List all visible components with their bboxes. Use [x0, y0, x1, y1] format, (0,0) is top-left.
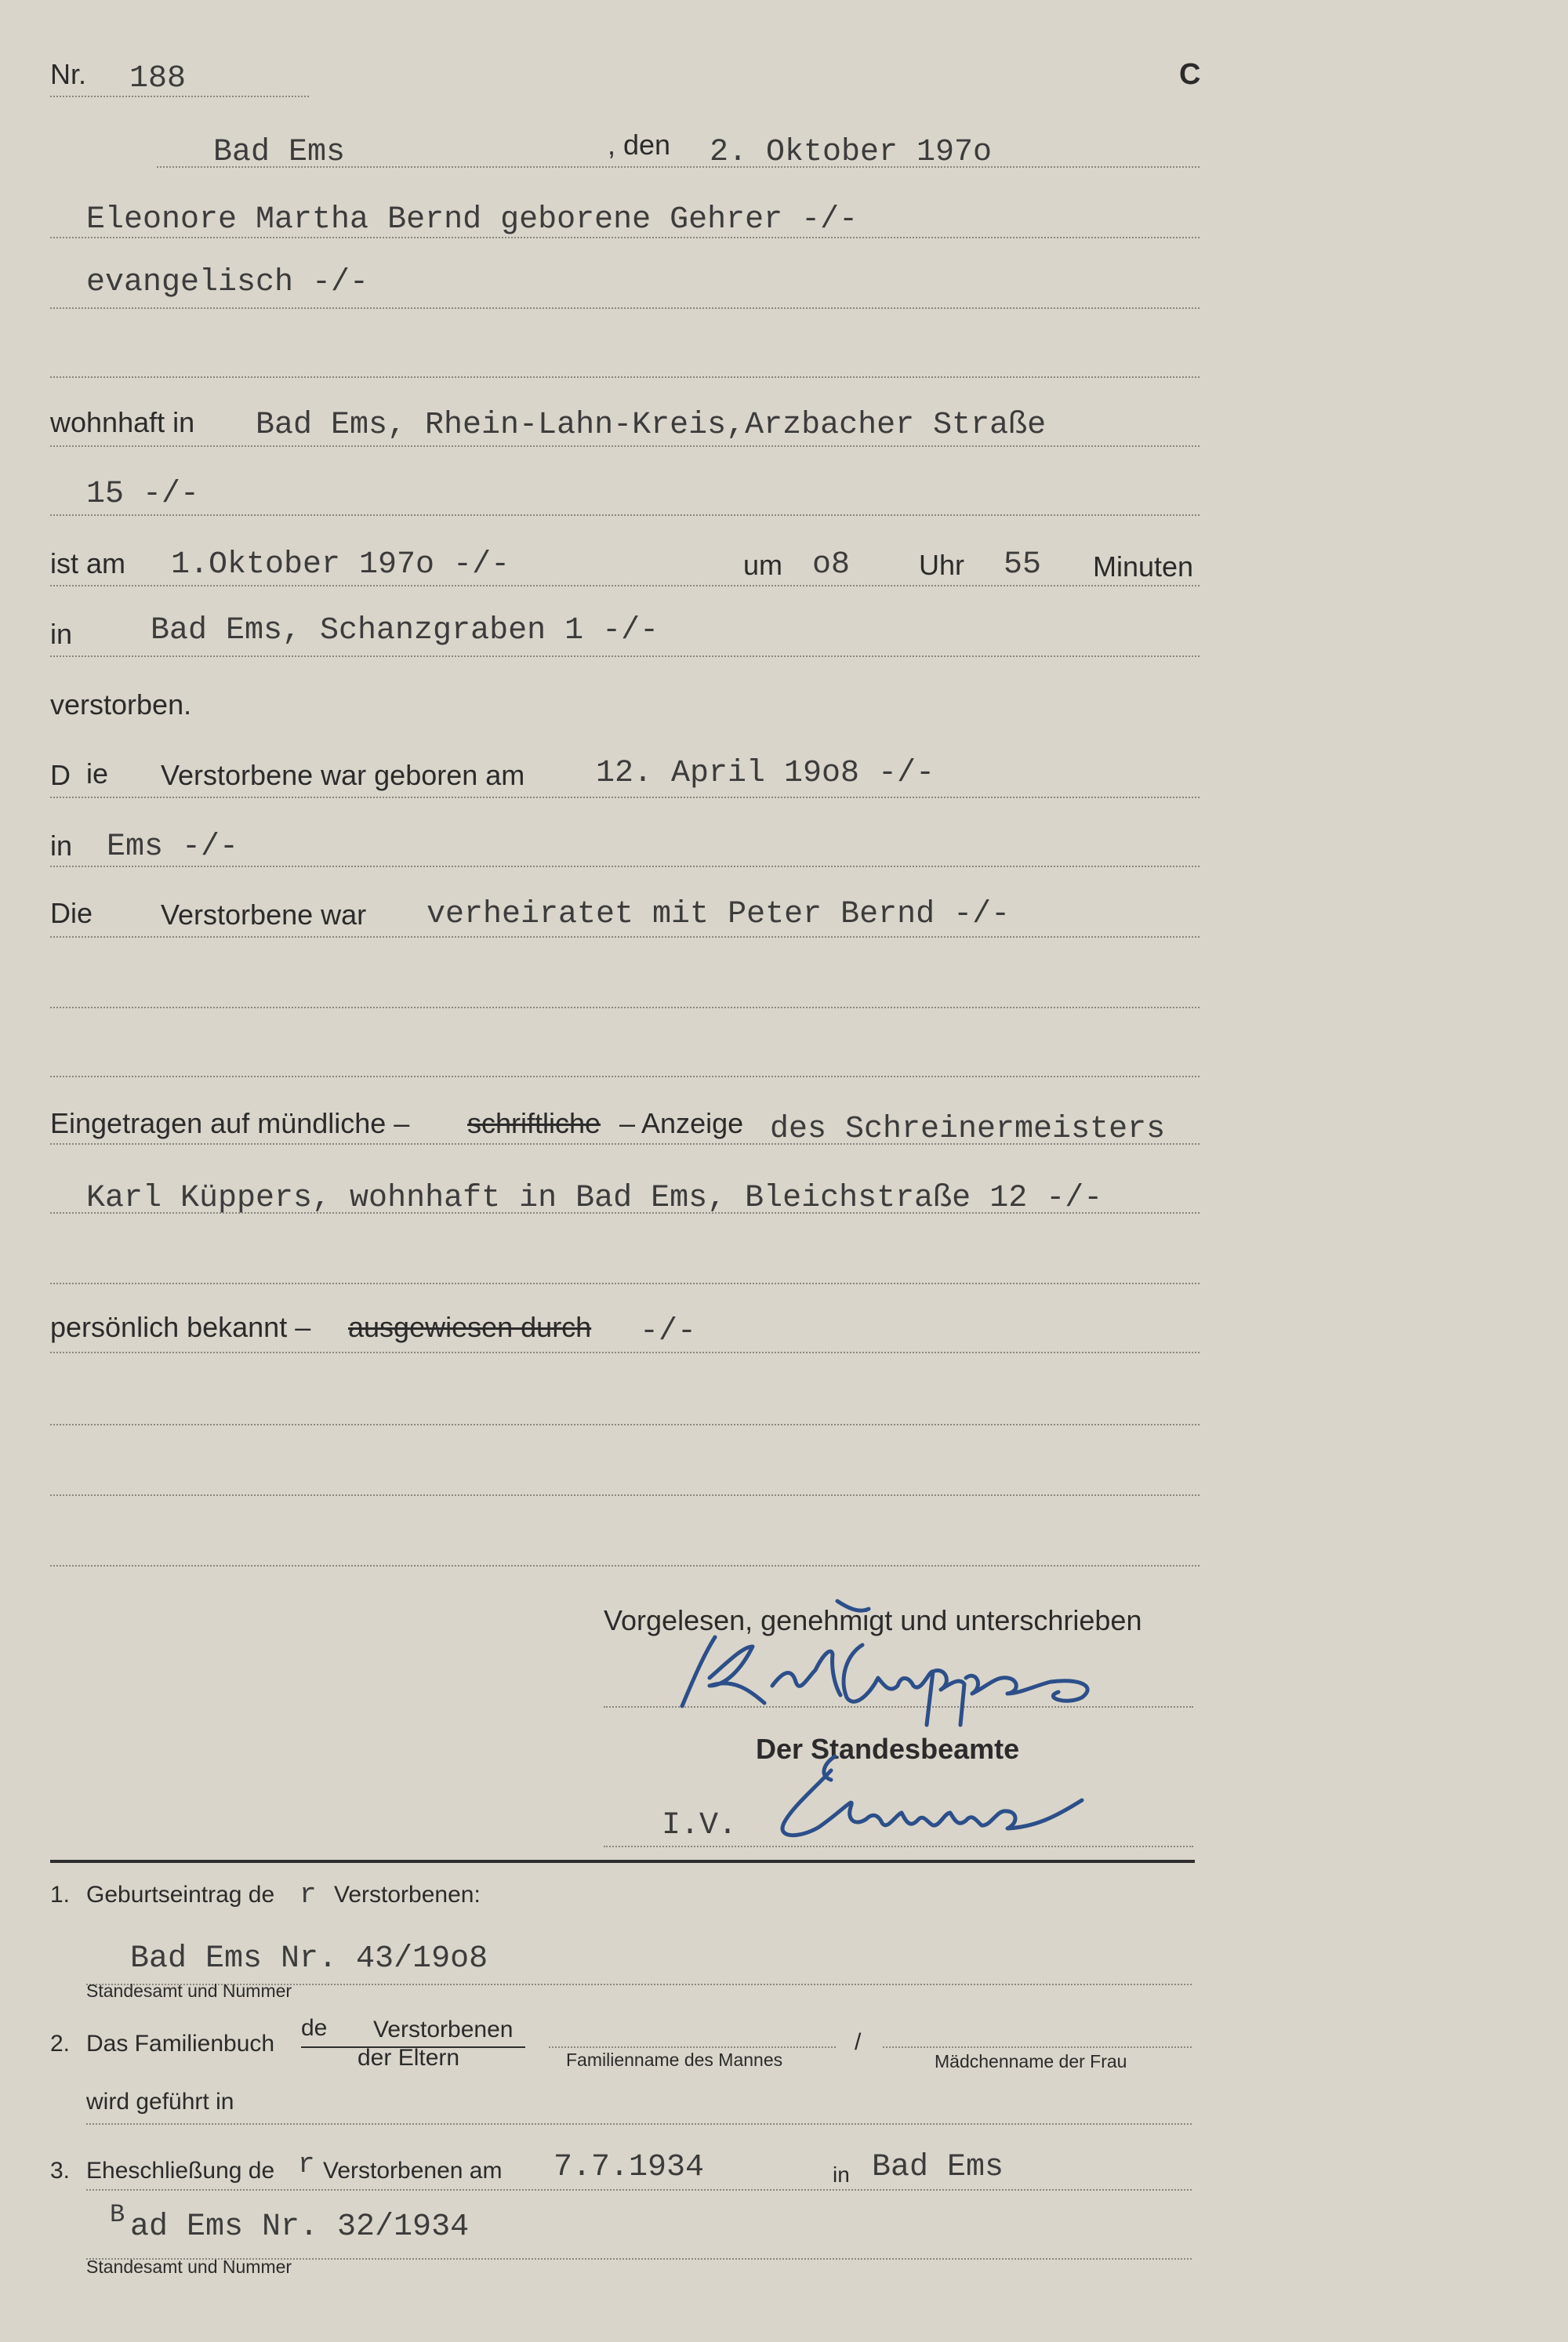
- identity-strike: ausgewiesen durch: [348, 1311, 592, 1343]
- note2-wife-dotted-line: [883, 2046, 1192, 2048]
- note3-b: B: [110, 2200, 125, 2229]
- record-place: Bad Ems: [213, 135, 346, 170]
- nr-value: 188: [129, 61, 187, 96]
- marriage-status: verheiratet mit Peter Bernd -/-: [426, 897, 1011, 932]
- birth-place: Ems -/-: [107, 830, 239, 865]
- note2-bottom-eltern: der Eltern: [358, 2045, 460, 2071]
- death-date: 1.Oktober 197o -/-: [171, 547, 510, 583]
- note2-caption-wife: Mädchenname der Frau: [935, 2051, 1127, 2071]
- den-label: , den: [608, 129, 671, 161]
- note2-top-de: de: [301, 2015, 328, 2041]
- note3-dotted-line: [86, 2189, 1192, 2191]
- birth-in-label: in: [50, 830, 73, 862]
- note1-number: 1.: [50, 1882, 71, 1908]
- death-in-label: in: [50, 618, 73, 650]
- deceased-name: Eleonore Martha Bernd geborene Gehrer -/-: [86, 202, 858, 238]
- deceased-religion: evangelisch -/-: [86, 265, 369, 300]
- identity-text: persönlich bekannt –: [50, 1311, 311, 1343]
- note1-label: Geburtseintrag de: [86, 1882, 275, 1908]
- reporter-line2: Karl Küppers, wohnhaft in Bad Ems, Bleichstraße 12 -/-: [86, 1181, 1103, 1216]
- birth-text-label: Verstorbene war geboren am: [161, 759, 525, 791]
- note3-place: Bad Ems: [872, 2150, 1004, 2185]
- note3-label2: Verstorbenen am: [323, 2158, 503, 2184]
- ist-am-label: ist am: [50, 547, 126, 579]
- uhr-label: Uhr: [919, 549, 965, 581]
- note1-caption: Standesamt und Nummer: [86, 1981, 292, 2001]
- note2-top-verstorbenen: Verstorbenen: [373, 2017, 514, 2042]
- note2-dotted-line: [86, 2123, 1192, 2125]
- note1-value: Bad Ems Nr. 43/19o8: [130, 1941, 488, 1977]
- registrar-label: Der Standesbeamte: [756, 1733, 1020, 1765]
- note2-number: 2.: [50, 2031, 71, 2057]
- residence-line1: Bad Ems, Rhein-Lahn-Kreis,Arzbacher Straße: [256, 408, 1047, 443]
- note1-r: r: [299, 1879, 317, 1911]
- note1-label2: Verstorbenen:: [334, 1882, 481, 1908]
- note2-caption-husband: Familienname des Mannes: [566, 2050, 783, 2070]
- minuten-label: Minuten: [1093, 550, 1194, 583]
- report-strike-schriftliche: schriftliche: [467, 1107, 601, 1139]
- note2-label2: wird geführt in: [86, 2089, 234, 2115]
- marriage-text-label: Verstorbene war: [161, 899, 367, 931]
- note3-in: in: [833, 2162, 850, 2187]
- verstorben-label: verstorben.: [50, 688, 192, 721]
- note3-caption: Standesamt und Nummer: [86, 2257, 292, 2277]
- report-text2: – Anzeige: [619, 1107, 744, 1139]
- birth-ie-label: ie: [86, 757, 109, 790]
- residence-label: wohnhaft in: [50, 406, 195, 438]
- um-label: um: [743, 549, 783, 581]
- note3-value: ad Ems Nr. 32/1934: [130, 2209, 470, 2245]
- registrar-iv: I.V.: [662, 1808, 738, 1843]
- death-place: Bad Ems, Schanzgraben 1 -/-: [151, 613, 659, 648]
- record-date: 2. Oktober 197o: [710, 135, 993, 170]
- nr-label: Nr.: [50, 58, 87, 90]
- death-hour: o8: [812, 547, 851, 583]
- death-minutes: 55: [1004, 547, 1042, 583]
- reporter-signature: [682, 1637, 1087, 1725]
- note2-label: Das Familienbuch: [86, 2031, 275, 2057]
- identity-value: -/-: [640, 1314, 697, 1349]
- birth-date: 12. April 19o8 -/-: [596, 756, 935, 791]
- birth-d-label: D: [50, 759, 71, 791]
- note2-slash: /: [855, 2029, 862, 2055]
- reporter-line1: des Schreinermeisters: [770, 1112, 1166, 1147]
- note3-date: 7.7.1934: [554, 2150, 705, 2185]
- registrar-signature: [782, 1756, 1082, 1835]
- closing-text: Vorgelesen, genehmigt und unterschrieben: [604, 1604, 1142, 1636]
- form-letter: C: [1179, 58, 1201, 91]
- note3-label: Eheschließung de: [86, 2158, 275, 2184]
- report-text1: Eingetragen auf mündliche –: [50, 1107, 410, 1139]
- note3-number: 3.: [50, 2158, 71, 2184]
- note3-r: r: [298, 2148, 315, 2180]
- residence-line2: 15 -/-: [86, 477, 200, 512]
- marriage-die-label: Die: [50, 897, 93, 929]
- section-divider: [50, 1860, 1195, 1863]
- genehmigt-strike-mark: [837, 1601, 869, 1610]
- note2-husband-dotted-line: [549, 2046, 836, 2048]
